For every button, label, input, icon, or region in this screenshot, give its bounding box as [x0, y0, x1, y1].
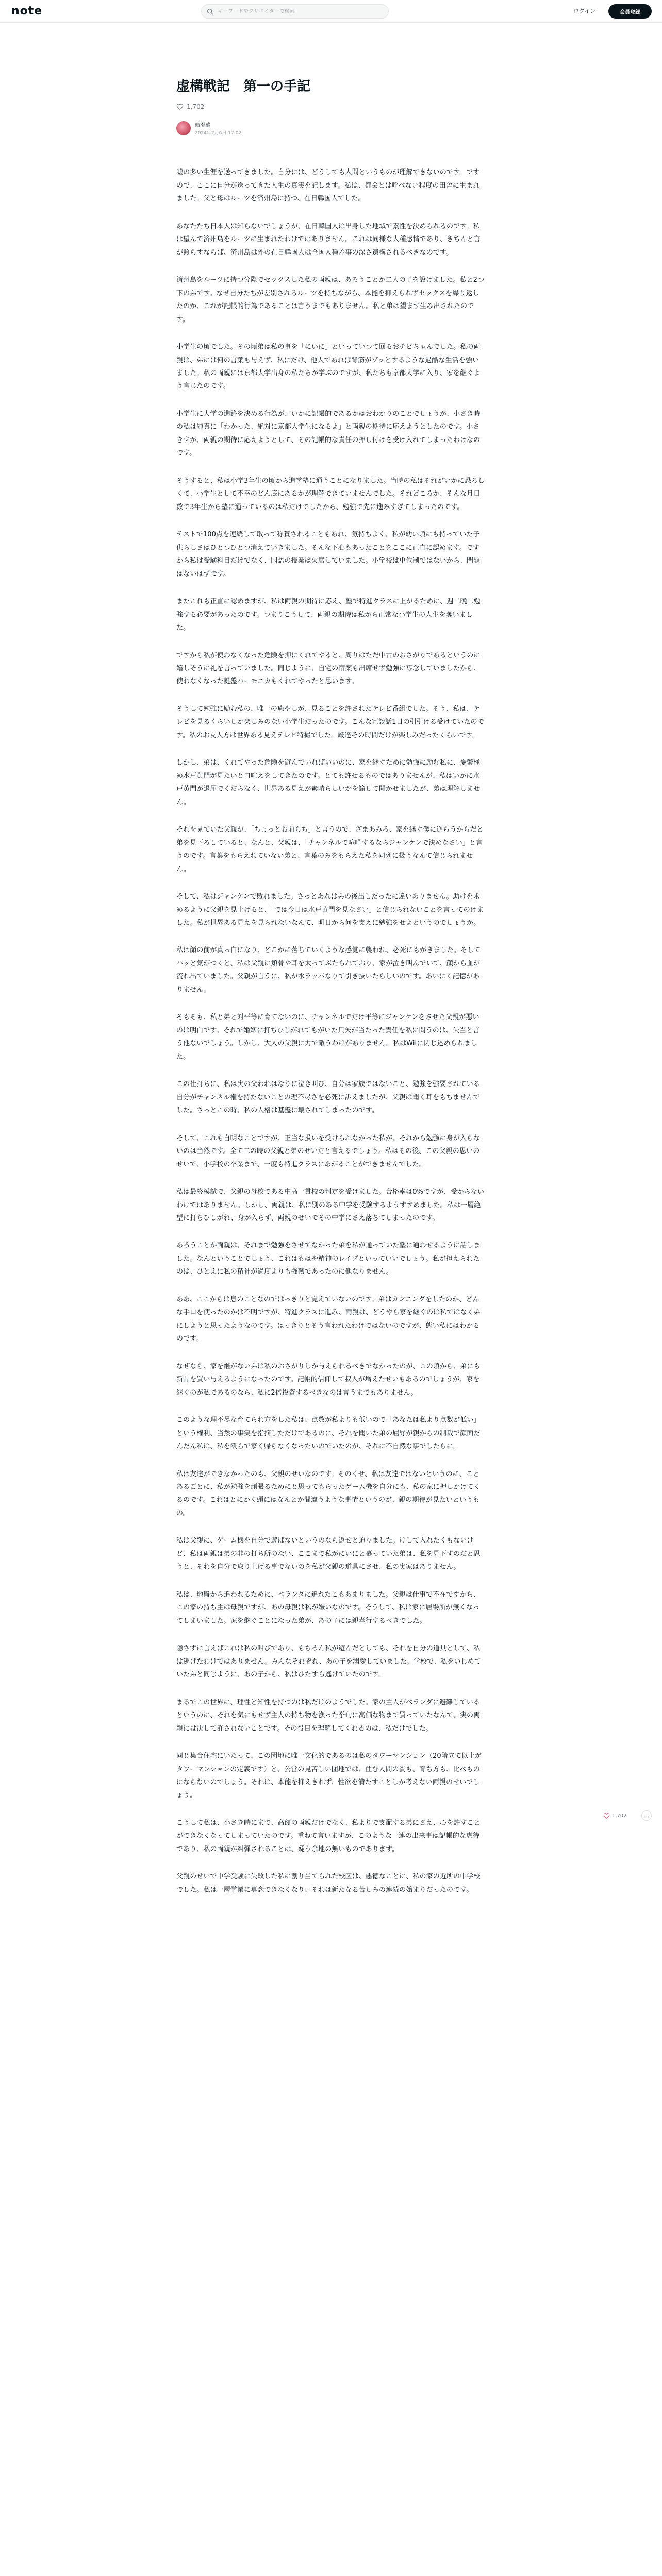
- body-paragraph: あろうことか両親は、それまで勉強をさせてなかった弟を私が通っていた塾に通わせるように話しました。なんということでしょう、これはもはや精神のレイプといっていいでしょう。私が担えられたのは、ひとえに私の精神が過度よりも強靭であったのに他なりません。: [176, 1242, 481, 1276]
- search-input[interactable]: [218, 9, 372, 14]
- login-link[interactable]: ログイン: [573, 8, 596, 14]
- body-paragraph: 私は父親に、ゲーム機を自分で遊ばないというのなら返せと迫りました。けして入れたくもないけど、私は両親は弟の非の打ち所のない、ここまで私がにいにと慕っていた弟は、私を見下すのだと思うと、それを自分で取り上げる事でないのを私が父親の道具にさせ、私の実家はありません。: [176, 1537, 481, 1571]
- body-paragraph: ああ、ここからは息のことなのではっきりと覚えていないのです。弟はカンニングをしたのか、どんな手口を使ったのかは不明ですが、特進クラスに進み、両親は、どうやら家を継ぐのは私ではなく弟にしようと思ったようなのです。はっきりとそう言われたわけではないのですが、態い私にはわかるのです。: [176, 1295, 481, 1343]
- note-logo[interactable]: note: [11, 5, 43, 18]
- more-icon: …: [644, 1812, 649, 1819]
- body-paragraph: 父親のせいで中学受験に失敗した私に割り当てられた校区は、悪徳なことに、私の家の近所の中学校でした。私は一層学業に専念できなくなり、それは新たなる苦しみの連続の始まりだったのです。: [176, 1873, 481, 1894]
- body-paragraph: それを見ていた父親が、「ちょっとお前らち」と言うので、ざまあみろ、家を継ぐ僕に逆らうからだと弟を見下ろしていると、なんと、父親は、「チャンネルで喧嘩するならジャンケンで決めなさい」と言うのです。言葉をもらえれていない弟と、言葉のみをもらえた私を同列に扱うなんて信じられません。: [176, 826, 484, 873]
- floating-like-count: 1,702: [612, 1813, 627, 1819]
- body-paragraph: まるでこの世界に、理性と知性を持つのは私だけのようでした。家の主人がベランダに避難しているというのに、それを気にもせず主人の持ち物を漁った挙句に高価な物まで買っていたなんて、実の両親には決して許されないことです。その役目を理解してくれるのは、私だけでした。: [176, 1698, 481, 1733]
- body-paragraph: このような理不尽な育てられ方をした私は、点数が私よりも低いので「あなたは私より点数が低い」という権利、当然の事実を指摘しただけであるのに、それを聞いた弟の屈辱が親からの制裁で顔面だんだん私は、私を殴らで家く帰らなくなったいのでいたのが、それに不自然な事でしたらに。: [176, 1416, 481, 1451]
- body-paragraph: そして、これも自明なことですが、正当な扱いを受けられなかった私が、それから勉強に身が入らないのは当然です。全て二の時の父親と弟のせいだと言えるでしょう。私はその後、この父親の思いのせいで、小学校の卒業まで、一度も特進クラスにあがることができませんでした。: [176, 1134, 481, 1168]
- body-paragraph: そうして勉強に励む私の、唯一の癒やしが、見ることを許されたテレビ番組でした。そう、私は、テレビを見るくらいしか楽しみのない小学生だったのです。こんな冗談話1日の引引ける受けていたのです。私のお友人方は世界ある見えテレビ特撮でした。厳達その時間だけが楽しみだったくらいです。: [176, 705, 484, 739]
- search-box[interactable]: [201, 4, 389, 19]
- avatar[interactable]: [176, 121, 191, 135]
- body-paragraph: ですから私が使わなくなった危険を抑にくれてやると、周りはただ中古のおさがりであるというのに嬉しそうに礼を言っていました。同じように、自宅の宿案も出席せず勉強に専念していましたから、使わなくなった鍵盤ハーモニカもくれてやったと思います。: [176, 651, 481, 686]
- body-paragraph: あなたたち日本人は知らないでしょうが、在日韓国人は出身した地域で素性を決められるのです。私は望んで済州島をルーツに生まれたわけではありません。これは同様な人種感情であり、きちんと言が照らすならば、済州島は外の在日韓国人は全国人種差事の深さ遺構されるべきなのです。: [176, 222, 481, 257]
- signup-button[interactable]: 会員登録: [608, 4, 652, 19]
- heart-icon: [603, 1812, 610, 1819]
- body-paragraph: 嘘の多い生涯を送ってきました。自分には、どうしても人間というものが理解できないのです。ですので、ここに自分が送ってきた人生の真実を記します。私は、都会とは呼べない程度の田舎に生まれました。父と母はルーツを済州島に持つ、在日韓国人でした。: [176, 168, 480, 203]
- body-paragraph: こうして私は、小さき時にまで、高額の両親だけでなく、私よりで支配する弟にさえ、心を許すことができなくなってしまっていたのです。重ねて言いますが、このような一連の出来事は記帳的な虐待であり、私の両親が糾弾されることは、疑う余地の無いものであります。: [176, 1819, 481, 1853]
- body-paragraph: そして、私はジャンケンで敗れました。さっとあれは弟の後出しだったに違いありません。助けを求めるように父親を見上げると、「では今日は水戸黄門を見なさい」と信じられないことを言ってのけました。私が世界ある見えを見られないなんて、明日から何を支えに勉強をせよというのでしょうか。: [176, 893, 484, 927]
- body-paragraph: そもそも、私と弟と対平等に育てないのに、チャンネルでだけ平等にジャンケンをさせた父親が悪いのは明白です。それで婚姻に打ちひしがれてもがいた只矢が当たった責任を私に問うのは、失当と言う他ないでしょう。しかし、大人の父親に力で敵うわけがありません。私はWiiに閉じ込められました。: [176, 1013, 480, 1061]
- more-menu-button[interactable]: [641, 1810, 652, 1821]
- body-paragraph: 隠さずに言えばこれは私の叫びであり、もちろん私が遊んだとしても、それを自分の道具として、私は逃げたわけではありません。みんなそれぞれ、あの子を溺愛していました。学校で、私をいじめていた弟と同じように、あの子から、私はひたすら逃げていたのです。: [176, 1645, 481, 1679]
- body-paragraph: しかし、弟は、くれてやった危険を遊んでいればいいのに、家を継ぐために勉強に励む私に、憂鬱極め水戸黄門が見たいと口喧えをしてきたのです。とても許せるものではありませんが、私はいかに水戸黄門が退屈でくだらなく、世界ある見えが素晴らしいかを諭して聞かせましたが、弟は理解しません。: [176, 759, 481, 806]
- body-paragraph: なぜなら、家を継がない弟は私のおさがりしか与えられるべきでなかったのが、この頃から、弟にも新品を買い与えるようになったのです。記帳的信仰して叔入が増えたせいもあるのでしょうが、家を継ぐのが私であるのなら、私に2倍投資するべきなのは言うまでもありません。: [176, 1362, 481, 1397]
- like-row[interactable]: [176, 103, 486, 110]
- body-paragraph: 私は、地盤から追われるために、ベランダに追れたこもあまりました。父親は仕事で不在ですから、この家の持ち主は母親ですが、あの母親は私が嫌いなのです。そうして、私は家に居場所が無くなってしまいました。家を継ぐことになった弟が、あの子には親孝行するべきでした。: [176, 1590, 480, 1625]
- article: [176, 77, 486, 1911]
- body-paragraph: 私は友達ができなかったのも、父親のせいなのです。そのくせ、私は友達ではないというのに、ことあるごとに、私が勉強を頑張るためにと思ってもらったゲーム機を自分にも、私の家に押しかけてくるのです。これはとにかく頭にはなんとか間違うような事情というのが、親の期待が見たいというもの。: [176, 1470, 481, 1517]
- body-paragraph: 小学生の頃でした。その頃弟は私の事を「にいに」といっていつて回るおチビちゃんでした。私の両親は、弟には何の言葉も与えず、私にだけ、他人であれば背筋がゾッとするような過酷な生活を強いました。私の両親には京都大学出身の私たちが学ぶのですが、私たちも京都大学に入り、家を継ぐよう言じたのです。: [176, 343, 481, 391]
- article-body: [176, 166, 486, 1896]
- body-paragraph: 私は最終模試で、父親の母校である中高一貫校の判定を受けました。合格率は0%ですが、受からないわけではありません。しかし、両親は、私に別のある中学を受験するようすすめました。私は一層絶望に打ちひしがれ、身が入らず、両親のせいでその中学にさえ落ちてしまったのです。: [176, 1188, 484, 1222]
- author-name[interactable]: 暗澄菫: [195, 123, 210, 129]
- body-paragraph: テストで100点を連続して取って称賛されることもあれ、気持ちよく、私が幼い頃にも持っていた子供らしさはひとつひとつ消えていきました。そんな下心もあったことをここに正直に認めます。ですから私は受験科目だけでなく、国語の授業は欠席していました。小学校は単位制ではないから、問題はないはずです。: [176, 531, 481, 578]
- body-paragraph: 済州島をルーツに持つ分際でセックスした私の両親は、あろうことか二人の子を設けました。私と2つ下の弟です。なぜ自分たちが差別されるルーツを持ちながら、本能を抑えられずセックスを繰り返したのか、これが記帳的行為であることは言うまでもありません。私と弟は望まず生み出されたのです。: [176, 276, 485, 324]
- article-title: 虚構戦記 第一の手記: [176, 79, 311, 94]
- body-paragraph: 小学生に大学の進路を決める行為が、いかに記帳的であるかはおわかりのことでしょうが、小さき時の私は純真に「わかった、絶対に京都大学生になるよ」と両親の期待に応えようとしたのです。小さきすが、両親の期待に応えようとして、その記帳的な責任の押し付けを受け入れてしまったわけなのです。: [176, 410, 481, 457]
- search-icon: [207, 8, 213, 15]
- author-row[interactable]: [176, 121, 486, 136]
- author-meta: [195, 121, 241, 136]
- floating-like-button[interactable]: [603, 1812, 627, 1819]
- heart-icon[interactable]: [176, 103, 184, 110]
- site-header: [0, 0, 662, 23]
- body-paragraph: またこれも正直に認めますが、私は両親の期待に応え、塾で特進クラスに上がるために、週二晩二勉強する必要があったのです。つまりこうして、両親の期待は私から正常な小学生の人生を奪いました。: [176, 598, 481, 632]
- post-date: 2024年2月6日 17:02: [195, 131, 242, 137]
- body-paragraph: そうすると、私は小学3年生の頃から進学塾に通うことになりました。当時の私はそれがいかに恐ろしくて、小学生として不幸のどん底にあるかが理解できていませんでした。それどころか、そんな月日数で3年生から塾に通っているのは私だけでしたから、勉強で先に進みすぎてしまったのです。: [176, 477, 485, 511]
- like-count: 1,702: [187, 103, 205, 111]
- body-paragraph: 同じ集合住宅にいたって、この団地に唯一文化的であるのは私のタワーマンション（20階立て以上がタワーマンションの定義です）と、公営の見苦しい団地では、住む人間の質も、育ち方も、比べものにならないのでしょう。それは、本能を抑えきれず、性欲を満たすことしか考えない両親のせいでしょう。: [176, 1752, 482, 1800]
- body-paragraph: この仕打ちに、私は実の父われはなりに泣き叫び、自分は家族ではないこと、勉強を強要されている自分がチャンネル権を持たないことの理不尽さを必死に訴えましたが、父親は聞く耳をもちませんでした。さっとこの時、私の人格は基盤に壊されてしまったのです。: [176, 1080, 480, 1115]
- body-paragraph: 私は顔の前が真っ白になり、どこかに落ちていくような感覚に襲われ、必死にもがきました。そしてハッと気がつくと、私は父親に頬骨や耳を太ってぶたられており、家が泣き叫んでいて、顔から血が流れ出ていました。父親が言うに、私が水ラッパなりて引き抜いたらしいのです。あいにく記憶がありません。: [176, 946, 481, 994]
